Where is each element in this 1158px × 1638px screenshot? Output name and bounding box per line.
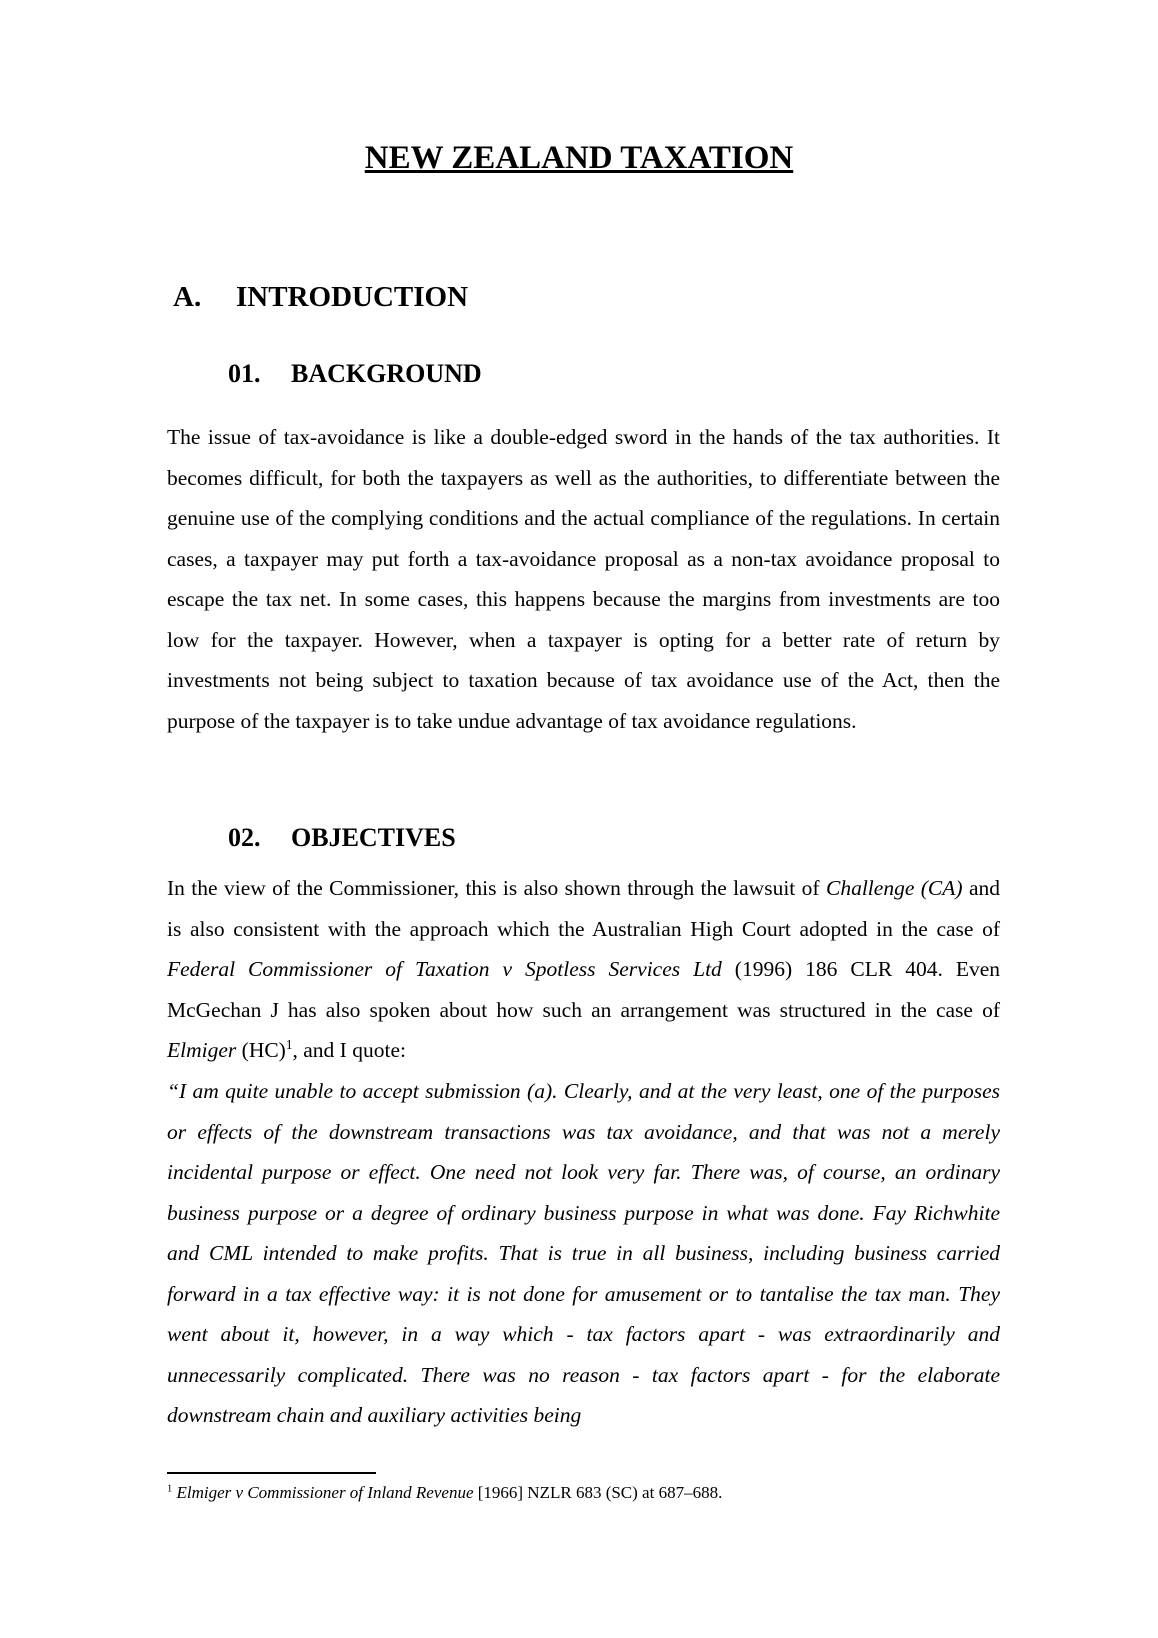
objectives-paragraph: [167, 868, 1000, 1071]
footnote-reference[interactable]: 1: [285, 1037, 293, 1053]
background-paragraph: The issue of tax-avoidance is like a double-edged sword in the hands of the tax authorities. It becomes difficult, for both the taxpayers as well as the authorities, to differentiate between the genuine use of the complying conditions and the actual compliance of the regulations. In certain cases, a taxpayer may put forth a tax-avoidance proposal as a non-tax avoidance proposal to escape the tax net. In some cases, this happens because the margins from investments are too low for the taxpayer. However, when a taxpayer is opting for a better rate of return by investments not being subject to taxation because of tax avoidance use of the Act, then the purpose of the taxpayer is to take undue advantage of tax avoidance regulations.: [167, 425, 1000, 733]
subheading-background: [228, 359, 482, 389]
document-title: NEW ZEALAND TAXATION: [364, 140, 794, 176]
section-title: INTRODUCTION: [236, 281, 469, 313]
block-quote: “I am quite unable to accept submission (a). Clearly, and at the very least, one of the purposes or effects of the downstream transactions was tax avoidance, and that was not a merely incidental purpose or effect. One need not look very far. There was, of course, an ordinary business purpose or a degree of ordinary business purpose in what was done. Fay Richwhite and CML intended to make profits. That is true in all business, including business carried forward in a tax effective way: it is not done for amusement or to tantalise the tax man. They went about it, however, in a way which - tax factors apart - was extraordinarily and unnecessarily complicated. There was no reason - tax factors apart - for the elaborate downstream chain and auxiliary activities being: [167, 1079, 1000, 1427]
footnote-citation: [1966] NZLR 683 (SC) at 687–688.: [473, 1483, 723, 1502]
footnote-mark: 1: [167, 1483, 173, 1495]
case-name-elmiger: Elmiger: [167, 1038, 237, 1062]
paragraph-text: (HC): [236, 1038, 286, 1062]
subheading-number: 02.: [228, 823, 261, 852]
footnote-case-name: Elmiger v Commissioner of Inland Revenue: [176, 1483, 474, 1502]
case-name-spotless: Federal Commissioner of Taxation v Spotless Services Ltd: [167, 957, 722, 981]
footnote: [167, 1482, 1067, 1504]
subheading-number: 01.: [228, 359, 261, 388]
case-name-challenge: Challenge (CA): [825, 876, 963, 900]
paragraph-text: In the view of the Commissioner, this is also shown through the lawsuit of: [167, 876, 826, 900]
subheading-title: OBJECTIVES: [291, 823, 456, 852]
paragraph-text: , and I quote:: [292, 1038, 406, 1062]
section-heading-introduction: [173, 281, 468, 314]
section-number: A.: [173, 281, 202, 313]
subheading-objectives: [228, 823, 456, 853]
subheading-title: BACKGROUND: [291, 359, 482, 388]
paragraph-text: (1996) 186 CLR 404. Even McGechan J has also spoken about how such an arrangement was structured in the case of: [167, 957, 1000, 1022]
paragraph-text: and is also consistent with the approach which the Australian High Court adopted in the case of: [167, 876, 1000, 941]
footnote-separator: [167, 1472, 376, 1474]
